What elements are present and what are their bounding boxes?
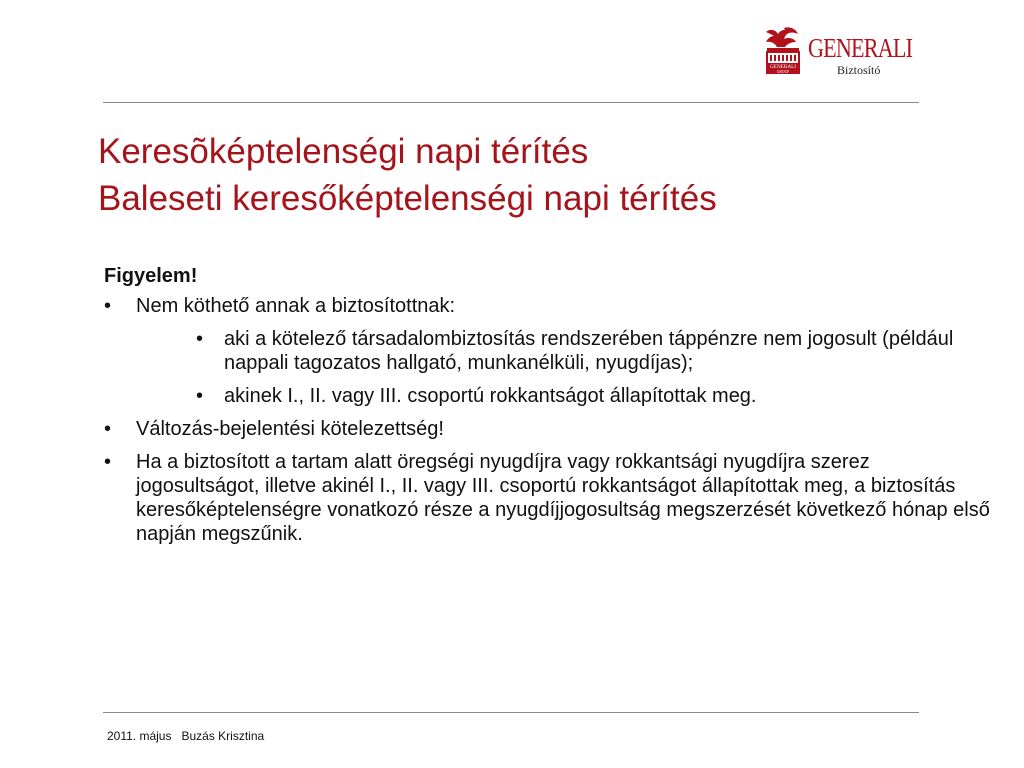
brand-name: GENERALI	[808, 33, 913, 63]
bullet-item	[104, 294, 994, 318]
footer-date: 2011. május	[107, 729, 172, 743]
bullet-item	[104, 417, 994, 441]
bullet-marker: •	[196, 328, 204, 350]
bullet-marker: •	[104, 295, 112, 317]
sub-bullet-text: akinek I., II. vagy III. csoportú rokkantságot állapítottak meg.	[224, 385, 757, 407]
title-line-2: Baleseti keresőképtelenségi napi térítés	[98, 179, 717, 218]
shield-text: GENERALI	[770, 64, 796, 70]
top-divider	[103, 102, 919, 103]
lion-icon	[760, 26, 806, 76]
bullet-marker: •	[104, 451, 112, 473]
brand-subtitle: Biztosító	[837, 63, 881, 77]
bullet-item	[104, 450, 994, 546]
bullet-text: Változás-bejelentési kötelezettség!	[136, 418, 444, 440]
slide-title	[98, 128, 717, 222]
bullet-marker: •	[196, 385, 204, 407]
slide-body	[104, 262, 994, 555]
footer-author: Buzás Krisztina	[181, 729, 265, 743]
bullet-text: Ha a biztosított a tartam alatt öregségi nyugdíjra vagy rokkantsági nyugdíjra szerez jogosultságot, illetve akinél I., II. vagy III. csoportú rokkantságot állapítottak meg, a biztosítás keresőképtelenségre vonatkozó része a nyugdíjjogosultság megszerzését következő hónap első napján megszűnik.	[136, 451, 990, 545]
sub-bullet-text: aki a kötelező társadalombiztosítás rendszerében táppénzre nem jogosult (például nappali tagozatos hallgató, munkanélküli, nyugdíjas);	[224, 328, 954, 374]
footer	[107, 729, 264, 743]
bottom-divider	[103, 712, 919, 713]
title-line-1: Keresõképtelenségi napi térítés	[98, 132, 589, 171]
attention-heading: Figyelem!	[104, 265, 198, 287]
shield-subtext: GROUP	[776, 70, 790, 74]
sub-bullet-item	[104, 327, 994, 375]
sub-bullet-item	[104, 384, 994, 408]
bullet-text: Nem köthető annak a biztosítottnak:	[136, 295, 456, 317]
generali-logo	[760, 26, 925, 78]
bullet-marker: •	[104, 418, 112, 440]
